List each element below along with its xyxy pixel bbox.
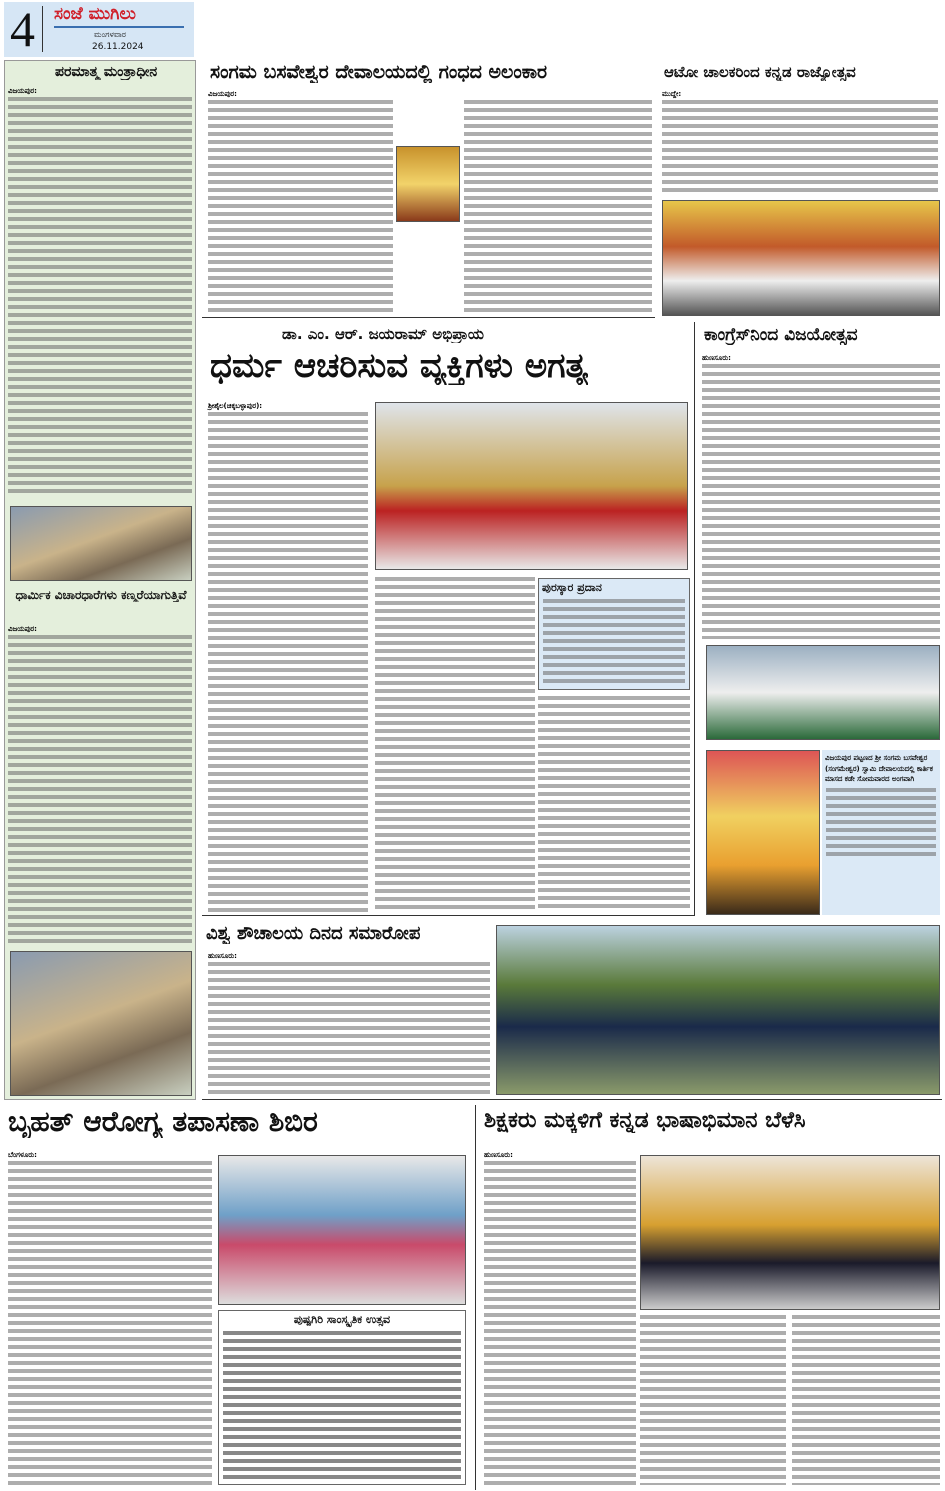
headline: ಸಂಗಮ ಬಸವೇಶ್ವರ ದೇವಾಲಯದಲ್ಲಿ ಗಂಧದ ಅಲಂಕಾರ xyxy=(210,62,548,83)
headline: ಪರಮಾತ್ಮ ಮಂತ್ರಾಧೀನ xyxy=(55,65,158,80)
photo-temple-idol xyxy=(396,146,460,222)
temple-caption-box xyxy=(822,750,940,915)
masthead xyxy=(4,2,194,57)
date: 26.11.2024 xyxy=(92,42,144,52)
photo-teachers-lamp xyxy=(640,1155,940,1310)
article-congress xyxy=(700,322,942,742)
dateline: ವಿಜಯಪುರ: xyxy=(8,625,37,633)
headline: ವಿಶ್ವ ಶೌಚಾಲಯ ದಿನದ ಸಮಾರೋಪ xyxy=(206,924,421,944)
page-number: 4 xyxy=(10,1,35,57)
photo-swamiji-event xyxy=(10,506,192,581)
headline: ಧಾರ್ಮಿಕ ವಿಚಾರಧಾರೆಗಳು ಕಣ್ಮರೆಯಾಗುತ್ತಿವೆ xyxy=(15,589,187,602)
article-sangama xyxy=(202,60,655,318)
headline: ಕಾಂಗ್ರೆಸ್‌ನಿಂದ ವಿಜಯೋತ್ಸವ xyxy=(704,326,858,345)
dateline: ಶ್ರೀಶೈಲ(ಚಿಕ್ಕಬಳ್ಳಾಪುರ): xyxy=(208,402,263,410)
photo-auto-drivers xyxy=(662,200,940,316)
left-column xyxy=(4,60,196,1100)
headline: ಆಟೋ ಚಾಲಕರಿಂದ ಕನ್ನಡ ರಾಜ್ಯೋತ್ಸವ xyxy=(664,64,856,81)
dateline: ಮುದ್ದೇ: xyxy=(662,90,682,98)
article-teachers xyxy=(480,1105,942,1490)
dateline: ವಿಜಯಪುರ: xyxy=(208,90,237,98)
kicker: ಡಾ. ಎಂ. ಆರ್. ಜಯರಾಮ್ ಅಭಿಪ್ರಾಯ xyxy=(282,326,484,343)
article-auto xyxy=(660,60,942,318)
article-toilet xyxy=(202,920,942,1100)
headline: ಬೃಹತ್ ಆರೋಗ್ಯ ತಪಾಸಣಾ ಶಿಬಿರ xyxy=(8,1107,318,1138)
photo-students xyxy=(496,925,940,1095)
photo-award-ceremony xyxy=(375,402,688,570)
dateline: ಹುಣಸೂರು: xyxy=(484,1151,513,1159)
box-title: ಪುಷ್ಪಗಿರಿ ಸಾಂಸ್ಕೃತಿಕ ಉತ್ಸವ xyxy=(293,1313,391,1326)
paper-name-logo: ಸಂಜೆ ಮುಗಿಲು xyxy=(54,5,136,24)
photo-temple-decoration xyxy=(706,750,820,915)
headline: ಶಿಕ್ಷಕರು ಮಕ್ಕಳಿಗೆ ಕನ್ನಡ ಭಾಷಾಭಿಮಾನ ಬೆಳೆಸಿ xyxy=(484,1109,806,1133)
pushpagiri-box xyxy=(218,1310,466,1485)
headline: ಧರ್ಮ ಆಚರಿಸುವ ವ್ಯಕ್ತಿಗಳು ಅಗತ್ಯ xyxy=(210,348,589,386)
dateline: ಬೆಂಗಳೂರು: xyxy=(8,1151,37,1159)
article-health xyxy=(4,1105,476,1490)
day: ಮಂಗಳವಾರ xyxy=(94,30,127,39)
dateline: ಹುಣಸೂರು: xyxy=(702,354,731,362)
dateline: ವಿಜಯಪುರ: xyxy=(8,87,37,95)
puraskara-box xyxy=(538,578,690,690)
photo-gathering xyxy=(10,951,192,1096)
dateline: ಹುಣಸೂರು: xyxy=(208,952,237,960)
article-dharma xyxy=(202,322,695,916)
photo-celebration xyxy=(706,645,940,740)
box-title: ಪುರಸ್ಕಾರ ಪ್ರದಾನ xyxy=(542,581,602,594)
photo-health-camp xyxy=(218,1155,466,1305)
caption: ವಿಜಯಪುರ ಪಟ್ಟಣದ ಶ್ರೀ ಸಂಗಮ ಬಸವೇಶ್ವರ (ಸಂಗಮೇಶ್ವರ) ಸ್ವಾಮಿ ದೇವಾಲಯದಲ್ಲಿ ಕಾರ್ತಿಕ ಮಾಸದ ಕಡೇ ಸೋಮವಾರದ ಅಂಗವಾಗಿ xyxy=(825,754,933,783)
